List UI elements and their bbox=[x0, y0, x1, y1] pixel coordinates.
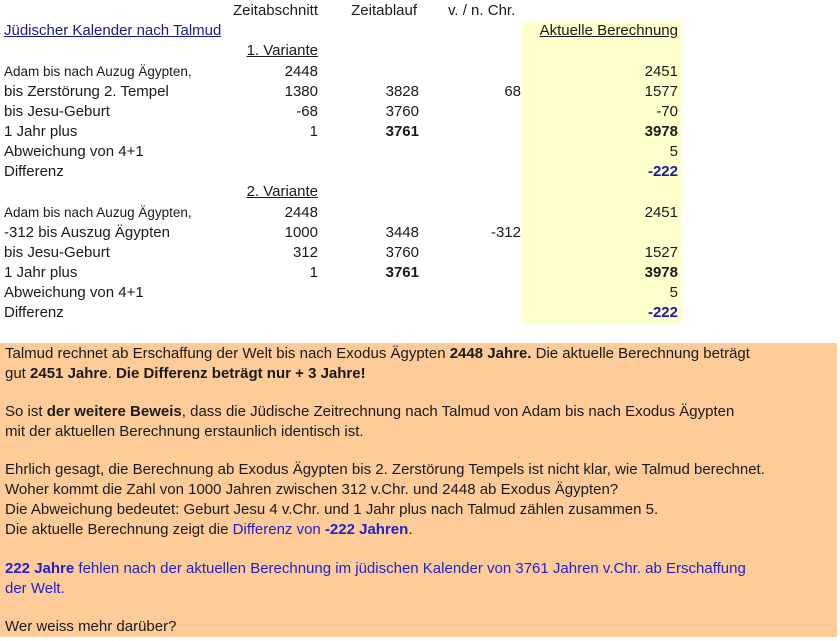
zeitabschnitt-value: -68 bbox=[296, 103, 318, 120]
paragraph-3-line-1: Ehrlich gesagt, die Berechnung ab Exodus Ägypten bis 2. Zerstörung Tempels ist nicht klar, wie Talmud berechnet. bbox=[5, 461, 765, 478]
commentary-box bbox=[0, 343, 837, 637]
row-label: Abweichung von 4+1 bbox=[4, 284, 144, 301]
paragraph-2-line-2: mit der aktuellen Berechnung erstaunlich identisch ist. bbox=[5, 423, 364, 440]
row-label: bis Jesu-Geburt bbox=[4, 244, 110, 261]
zeitabschnitt-value: 1000 bbox=[284, 224, 318, 241]
row-label: Abweichung von 4+1 bbox=[4, 143, 144, 160]
difference-value: -222 bbox=[647, 163, 678, 180]
paragraph-1-line-1 bbox=[5, 344, 835, 364]
zeitabschnitt-value: 2448 bbox=[284, 63, 318, 80]
zeitabschnitt-value: 2448 bbox=[284, 204, 318, 221]
zeitablauf-value: 3761 bbox=[385, 264, 419, 281]
variant-1-heading: 1. Variante bbox=[246, 42, 318, 59]
header-zeitabschnitt: Zeitabschnitt bbox=[232, 2, 318, 19]
paragraph-3-line-3: Die Abweichung bedeutet: Geburt Jesu 4 v.Chr. und 1 Jahr plus nach Talmud zählen zusammen 5. bbox=[5, 501, 659, 518]
row-label: bis Jesu-Geburt bbox=[4, 103, 110, 120]
aktuelle-value: 3978 bbox=[644, 123, 678, 140]
bold-text: 2451 Jahre bbox=[30, 365, 108, 382]
zeitabschnitt-value: 1380 bbox=[284, 83, 318, 100]
aktuelle-value: 1577 bbox=[644, 83, 678, 100]
text: . bbox=[408, 521, 413, 538]
zeitablauf-value: 3761 bbox=[385, 123, 419, 140]
text: Die aktuelle Berechnung beträgt bbox=[531, 345, 750, 362]
aktuelle-value: 2451 bbox=[644, 204, 678, 221]
zeitablauf-value: 3448 bbox=[385, 224, 419, 241]
row-label: Adam bis nach Auzug Ägypten, bbox=[4, 64, 192, 79]
closing-question: Wer weiss mehr darüber? bbox=[5, 618, 177, 635]
text: . bbox=[107, 365, 116, 382]
paragraph-3-line-2: Woher kommt die Zahl von 1000 Jahren zwischen 312 v.Chr. und 2448 ab Exodus Ägypten? bbox=[5, 481, 619, 498]
blue-text: fehlen nach der aktuellen Berechnung im jüdischen Kalender von 3761 Jahren v.Chr. ab Erschaffung bbox=[74, 560, 746, 577]
zeitabschnitt-value: 312 bbox=[292, 244, 318, 261]
paragraph-3-line-4 bbox=[5, 520, 835, 540]
aktuelle-value: 5 bbox=[669, 284, 678, 301]
difference-value: -222 bbox=[647, 304, 678, 321]
variant-2-heading: 2. Variante bbox=[246, 183, 318, 200]
row-label: Adam bis nach Auzug Ägypten, bbox=[4, 205, 192, 220]
paragraph-4-line-1 bbox=[5, 559, 835, 579]
zeitabschnitt-value: 1 bbox=[309, 123, 318, 140]
zeitabschnitt-value: 1 bbox=[309, 264, 318, 281]
chr-value: 68 bbox=[504, 83, 521, 100]
bold-text: 2448 Jahre. bbox=[449, 345, 532, 362]
paragraph-1-line-2 bbox=[5, 364, 835, 384]
aktuelle-value: 2451 bbox=[644, 63, 678, 80]
row-label: bis Zerstörung 2. Tempel bbox=[4, 83, 169, 100]
text: Talmud rechnet ab Erschaffung der Welt bis nach Exodus Ägypten bbox=[5, 345, 450, 362]
row-label: 1 Jahr plus bbox=[4, 123, 78, 140]
row-label: 1 Jahr plus bbox=[4, 264, 78, 281]
aktuelle-value: 1527 bbox=[644, 244, 678, 261]
page-title-link[interactable]: Jüdischer Kalender nach Talmud bbox=[4, 22, 222, 39]
row-label: Differenz bbox=[4, 163, 64, 180]
blue-bold-text: -222 Jahren bbox=[324, 521, 409, 538]
zeitablauf-value: 3760 bbox=[385, 244, 419, 261]
zeitablauf-value: 3828 bbox=[385, 83, 419, 100]
row-label: Differenz bbox=[4, 304, 64, 321]
blue-text: Differenz von bbox=[232, 521, 325, 538]
blue-bold-text: 222 Jahre bbox=[5, 560, 75, 577]
zeitablauf-value: 3760 bbox=[385, 103, 419, 120]
aktuelle-value: 5 bbox=[669, 143, 678, 160]
text: So ist bbox=[5, 403, 47, 420]
chr-value: -312 bbox=[490, 224, 521, 241]
row-label: -312 bis Auszug Ägypten bbox=[4, 224, 170, 241]
text: gut bbox=[5, 365, 31, 382]
header-aktuelle-berechnung: Aktuelle Berechnung bbox=[539, 22, 678, 39]
header-zeitablauf: Zeitablauf bbox=[351, 2, 417, 19]
text: , dass die Jüdische Zeitrechnung nach Talmud von Adam bis nach Exodus Ägypten bbox=[181, 403, 735, 420]
aktuelle-value: 3978 bbox=[644, 264, 678, 281]
aktuelle-value: -70 bbox=[656, 103, 678, 120]
paragraph-4-line-2: der Welt. bbox=[5, 580, 65, 597]
paragraph-2-line-1 bbox=[5, 402, 835, 422]
text: Die aktuelle Berechnung zeigt die bbox=[5, 521, 233, 538]
bold-text: der weitere Beweis bbox=[46, 403, 182, 420]
header-chr: v. / n. Chr. bbox=[448, 2, 516, 19]
bold-text: Die Differenz beträgt nur + 3 Jahre! bbox=[115, 365, 366, 382]
